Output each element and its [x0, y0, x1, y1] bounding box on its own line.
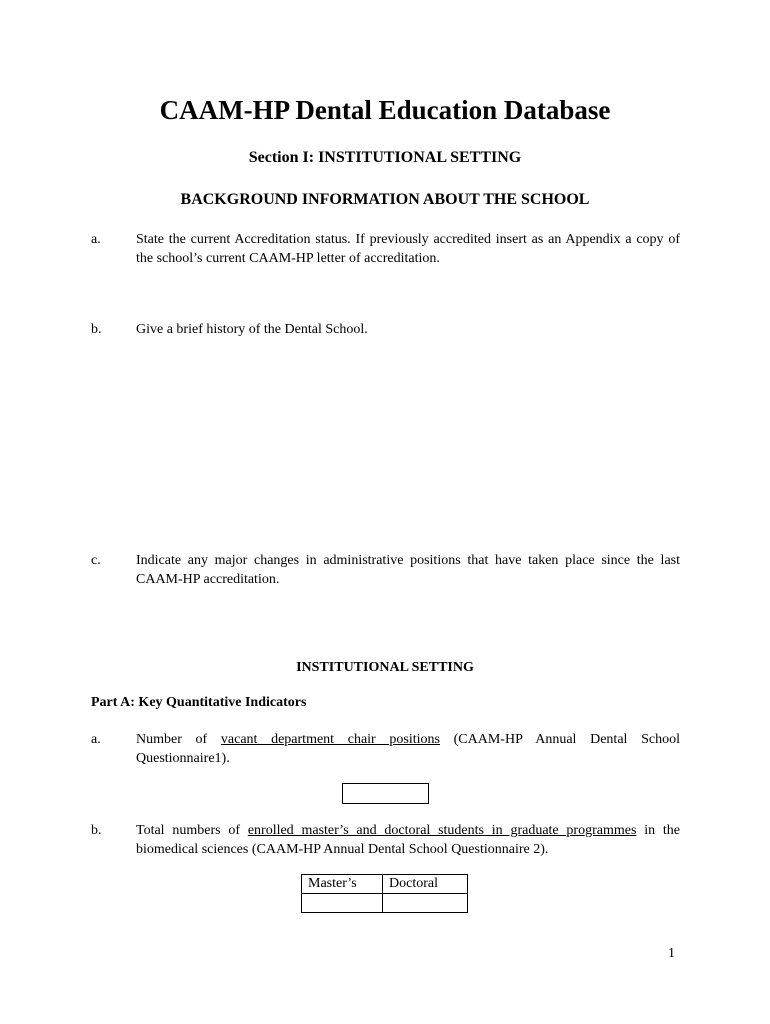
table-row: [302, 894, 468, 913]
page-number: 1: [668, 946, 675, 961]
table-header-row: [302, 875, 468, 894]
document-title: CAAM-HP Dental Education Database: [159, 95, 611, 125]
item-text: Give a brief history of the Dental School.: [136, 322, 368, 337]
item-text: Total numbers of enrolled master’s and doctoral students in graduate programmes in the biomedical sciences (CAAM-HP Annual Dental School Questionnaire 2).: [136, 823, 680, 857]
section-title: Section I: INSTITUTIONAL SETTING: [248, 149, 522, 166]
item-letter: b.: [91, 823, 102, 838]
vacant-chairs-answer-box[interactable]: [342, 783, 429, 804]
part-a-heading: Part A: Key Quantitative Indicators: [91, 695, 307, 710]
item-text: Indicate any major changes in administrative positions that have taken place since the last CAAM-HP accreditation.: [136, 553, 680, 587]
institutional-heading: INSTITUTIONAL SETTING: [296, 660, 474, 675]
item-letter: a.: [91, 732, 101, 747]
background-heading: BACKGROUND INFORMATION ABOUT THE SCHOOL: [180, 191, 590, 208]
item-text: Number of vacant department chair positions (CAAM-HP Annual Dental School Questionnaire1).: [136, 732, 680, 766]
doctoral-value-cell[interactable]: [383, 894, 468, 913]
item-letter: a.: [91, 232, 101, 247]
masters-value-cell[interactable]: [302, 894, 383, 913]
item-text: State the current Accreditation status. If previously accredited insert as an Appendix a copy of the school’s current CAAM-HP letter of accreditation.: [136, 232, 680, 266]
item-letter: b.: [91, 322, 102, 337]
underlined-term: vacant department chair positions: [220, 732, 440, 747]
graduate-students-table: [301, 874, 468, 913]
masters-header: Master’s: [302, 875, 383, 894]
item-letter: c.: [91, 553, 101, 568]
underlined-term: enrolled master’s and doctoral students in graduate programmes: [247, 823, 637, 838]
doctoral-header: Doctoral: [383, 875, 468, 894]
